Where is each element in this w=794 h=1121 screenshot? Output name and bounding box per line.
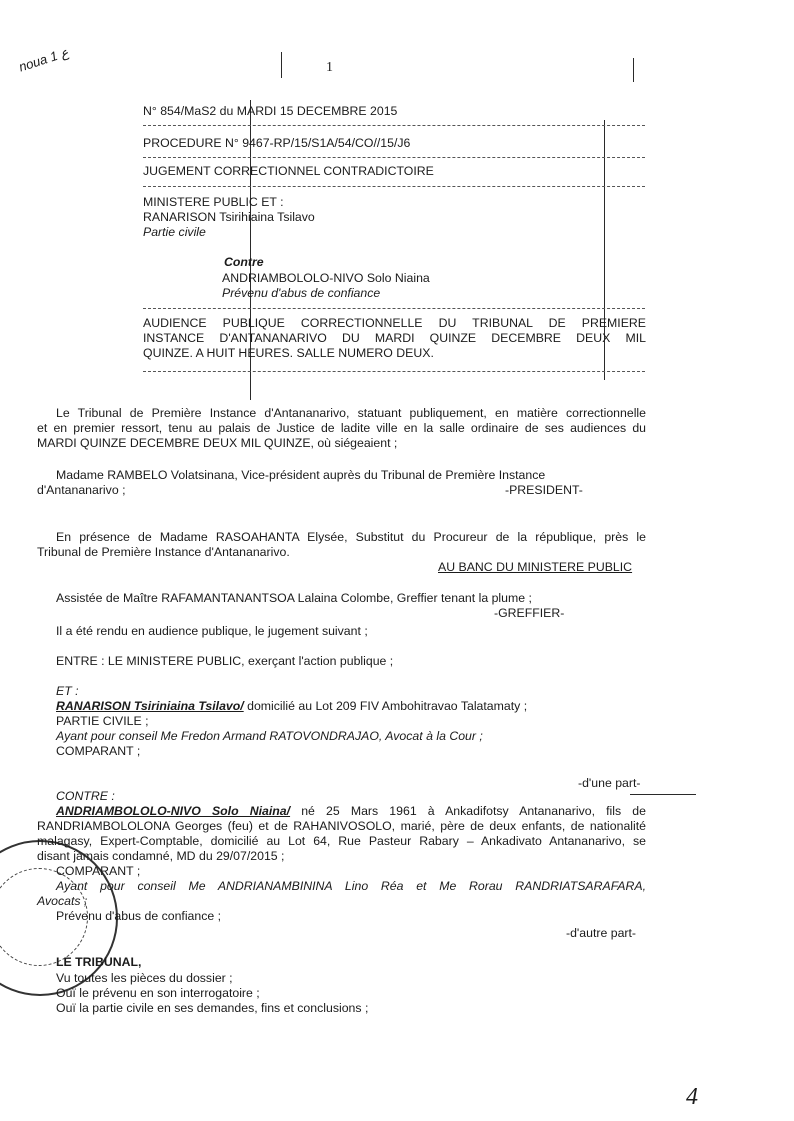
pen-tick-left xyxy=(281,52,282,78)
defendant-name: ANDRIAMBOLOLO-NIVO Solo Niaina/ xyxy=(56,804,291,818)
intro-line: Le Tribunal de Première Instance d'Antananarivo, statuant publiquement, en matière correctionnelle xyxy=(56,406,646,420)
banc-label: AU BANC DU MINISTERE PUBLIC xyxy=(438,560,633,574)
presence-line: En présence de Madame RASOAHANTA Elysée, Substitut du Procureur de la république, près le xyxy=(56,530,646,544)
judgment-type: JUGEMENT CORRECTIONNEL CONTRADICTOIRE xyxy=(143,164,434,178)
civil-party-name: RANARISON Tsiriniaina Tsilavo/ xyxy=(56,699,244,713)
handwritten-page-mark: 4 xyxy=(686,1084,698,1110)
divider xyxy=(143,125,645,126)
autre-part: -d'autre part- xyxy=(566,926,637,940)
contre-label: Contre xyxy=(224,255,264,269)
civil-party-role: Partie civile xyxy=(143,225,206,239)
civil-counsel: Ayant pour conseil Me Fredon Armand RATOVONDRAJAO, Avocat à la Cour ; xyxy=(56,729,483,743)
president-line: Madame RAMBELO Volatsinana, Vice-président auprès du Tribunal de Première Instance xyxy=(56,468,546,482)
presence-line: Tribunal de Première Instance d'Antananarivo. xyxy=(37,545,290,559)
divider xyxy=(143,371,645,372)
rendu-line: Il a été rendu en audience publique, le jugement suivant ; xyxy=(56,624,368,638)
defendant-counsel: Ayant pour conseil Me ANDRIANAMBININA Lino Réa et Me Rorau RANDRIATSARAFARA, xyxy=(56,879,646,893)
entre-line: ENTRE : LE MINISTERE PUBLIC, exerçant l'action publique ; xyxy=(56,654,394,668)
case-reference: N° 854/MaS2 du MARDI 15 DECEMBRE 2015 xyxy=(143,104,398,118)
considerant-line: Ouï le prévenu en son interrogatoire ; xyxy=(56,986,260,1000)
defendant-role: Prévenu d'abus de confiance xyxy=(222,286,381,300)
pen-stroke-horizontal xyxy=(630,794,696,795)
et-label: ET : xyxy=(56,684,79,698)
civil-comparant: COMPARANT ; xyxy=(56,744,141,758)
civil-party-line xyxy=(56,699,527,714)
defendant-role: Prévenu d'abus de confiance ; xyxy=(56,909,222,923)
intro-line: MARDI QUINZE DECEMBRE DEUX MIL QUINZE, où siégeaient ; xyxy=(37,436,398,450)
contre-label-body: CONTRE : xyxy=(56,789,115,803)
divider xyxy=(143,186,645,187)
defendant-comparant: COMPARANT ; xyxy=(56,864,141,878)
considerant-line: Vu toutes les pièces du dossier ; xyxy=(56,971,233,985)
civil-party-role: PARTIE CIVILE ; xyxy=(56,714,149,728)
une-part: -d'une part- xyxy=(578,776,641,790)
defendant-line: disant jamais condamné, MD du 29/07/2015 ; xyxy=(37,849,285,863)
divider xyxy=(143,157,645,158)
president-title: -PRESIDENT- xyxy=(505,483,583,497)
considerant-line: Ouï la partie civile en ses demandes, fins et conclusions ; xyxy=(56,1001,369,1015)
parties-line: MINISTERE PUBLIC ET : xyxy=(143,195,284,209)
divider xyxy=(143,308,645,309)
defendant-counsel: Avocats ; xyxy=(37,894,88,908)
procedure-number: PROCEDURE N° 9467-RP/15/S1A/54/CO//15/J6 xyxy=(143,136,411,150)
audience-line: INSTANCE D'ANTANANARIVO DU MARDI QUINZE DECEMBRE DEUX MIL xyxy=(143,331,646,345)
greffier-line: Assistée de Maître RAFAMANTANANTSOA Lalaina Colombe, Greffier tenant la plume ; xyxy=(56,591,532,605)
civil-party-name: RANARISON Tsirihiaina Tsilavo xyxy=(143,210,315,224)
intro-line: et en premier ressort, tenu au palais de Justice de ladite ville en la salle ordinaire de ses audiences du xyxy=(37,421,646,435)
defendant-name: ANDRIAMBOLOLO-NIVO Solo Niaina xyxy=(222,271,430,285)
audience-line: AUDIENCE PUBLIQUE CORRECTIONNELLE DU TRIBUNAL DE PREMIERE xyxy=(143,316,646,330)
defendant-line: malagasy, Expert-Comptable, domicilié au Lot 64, Rue Pasteur Rabary – Ankadivato Antananarivo, se xyxy=(37,834,646,848)
margin-note: noua 1 ع xyxy=(16,44,71,75)
defendant-details: né 25 Mars 1961 à Ankadifotsy Antananarivo, fils de xyxy=(290,804,646,818)
defendant-line xyxy=(56,804,646,819)
president-line: d'Antananarivo ; xyxy=(37,483,126,497)
pen-tick-right xyxy=(633,58,634,82)
tribunal-heading: LE TRIBUNAL, xyxy=(56,955,142,969)
audience-line: QUINZE. A HUIT HEURES. SALLE NUMERO DEUX. xyxy=(143,346,434,360)
defendant-line: RANDRIAMBOLOLONA Georges (feu) et de RAHANIVOSOLO, marié, père de deux enfants, de nationalité xyxy=(37,819,646,833)
civil-party-address: domicilié au Lot 209 FIV Ambohitravao Talatamaty ; xyxy=(243,699,528,713)
greffier-title: -GREFFIER- xyxy=(494,606,565,620)
page-number: 1 xyxy=(326,60,333,75)
